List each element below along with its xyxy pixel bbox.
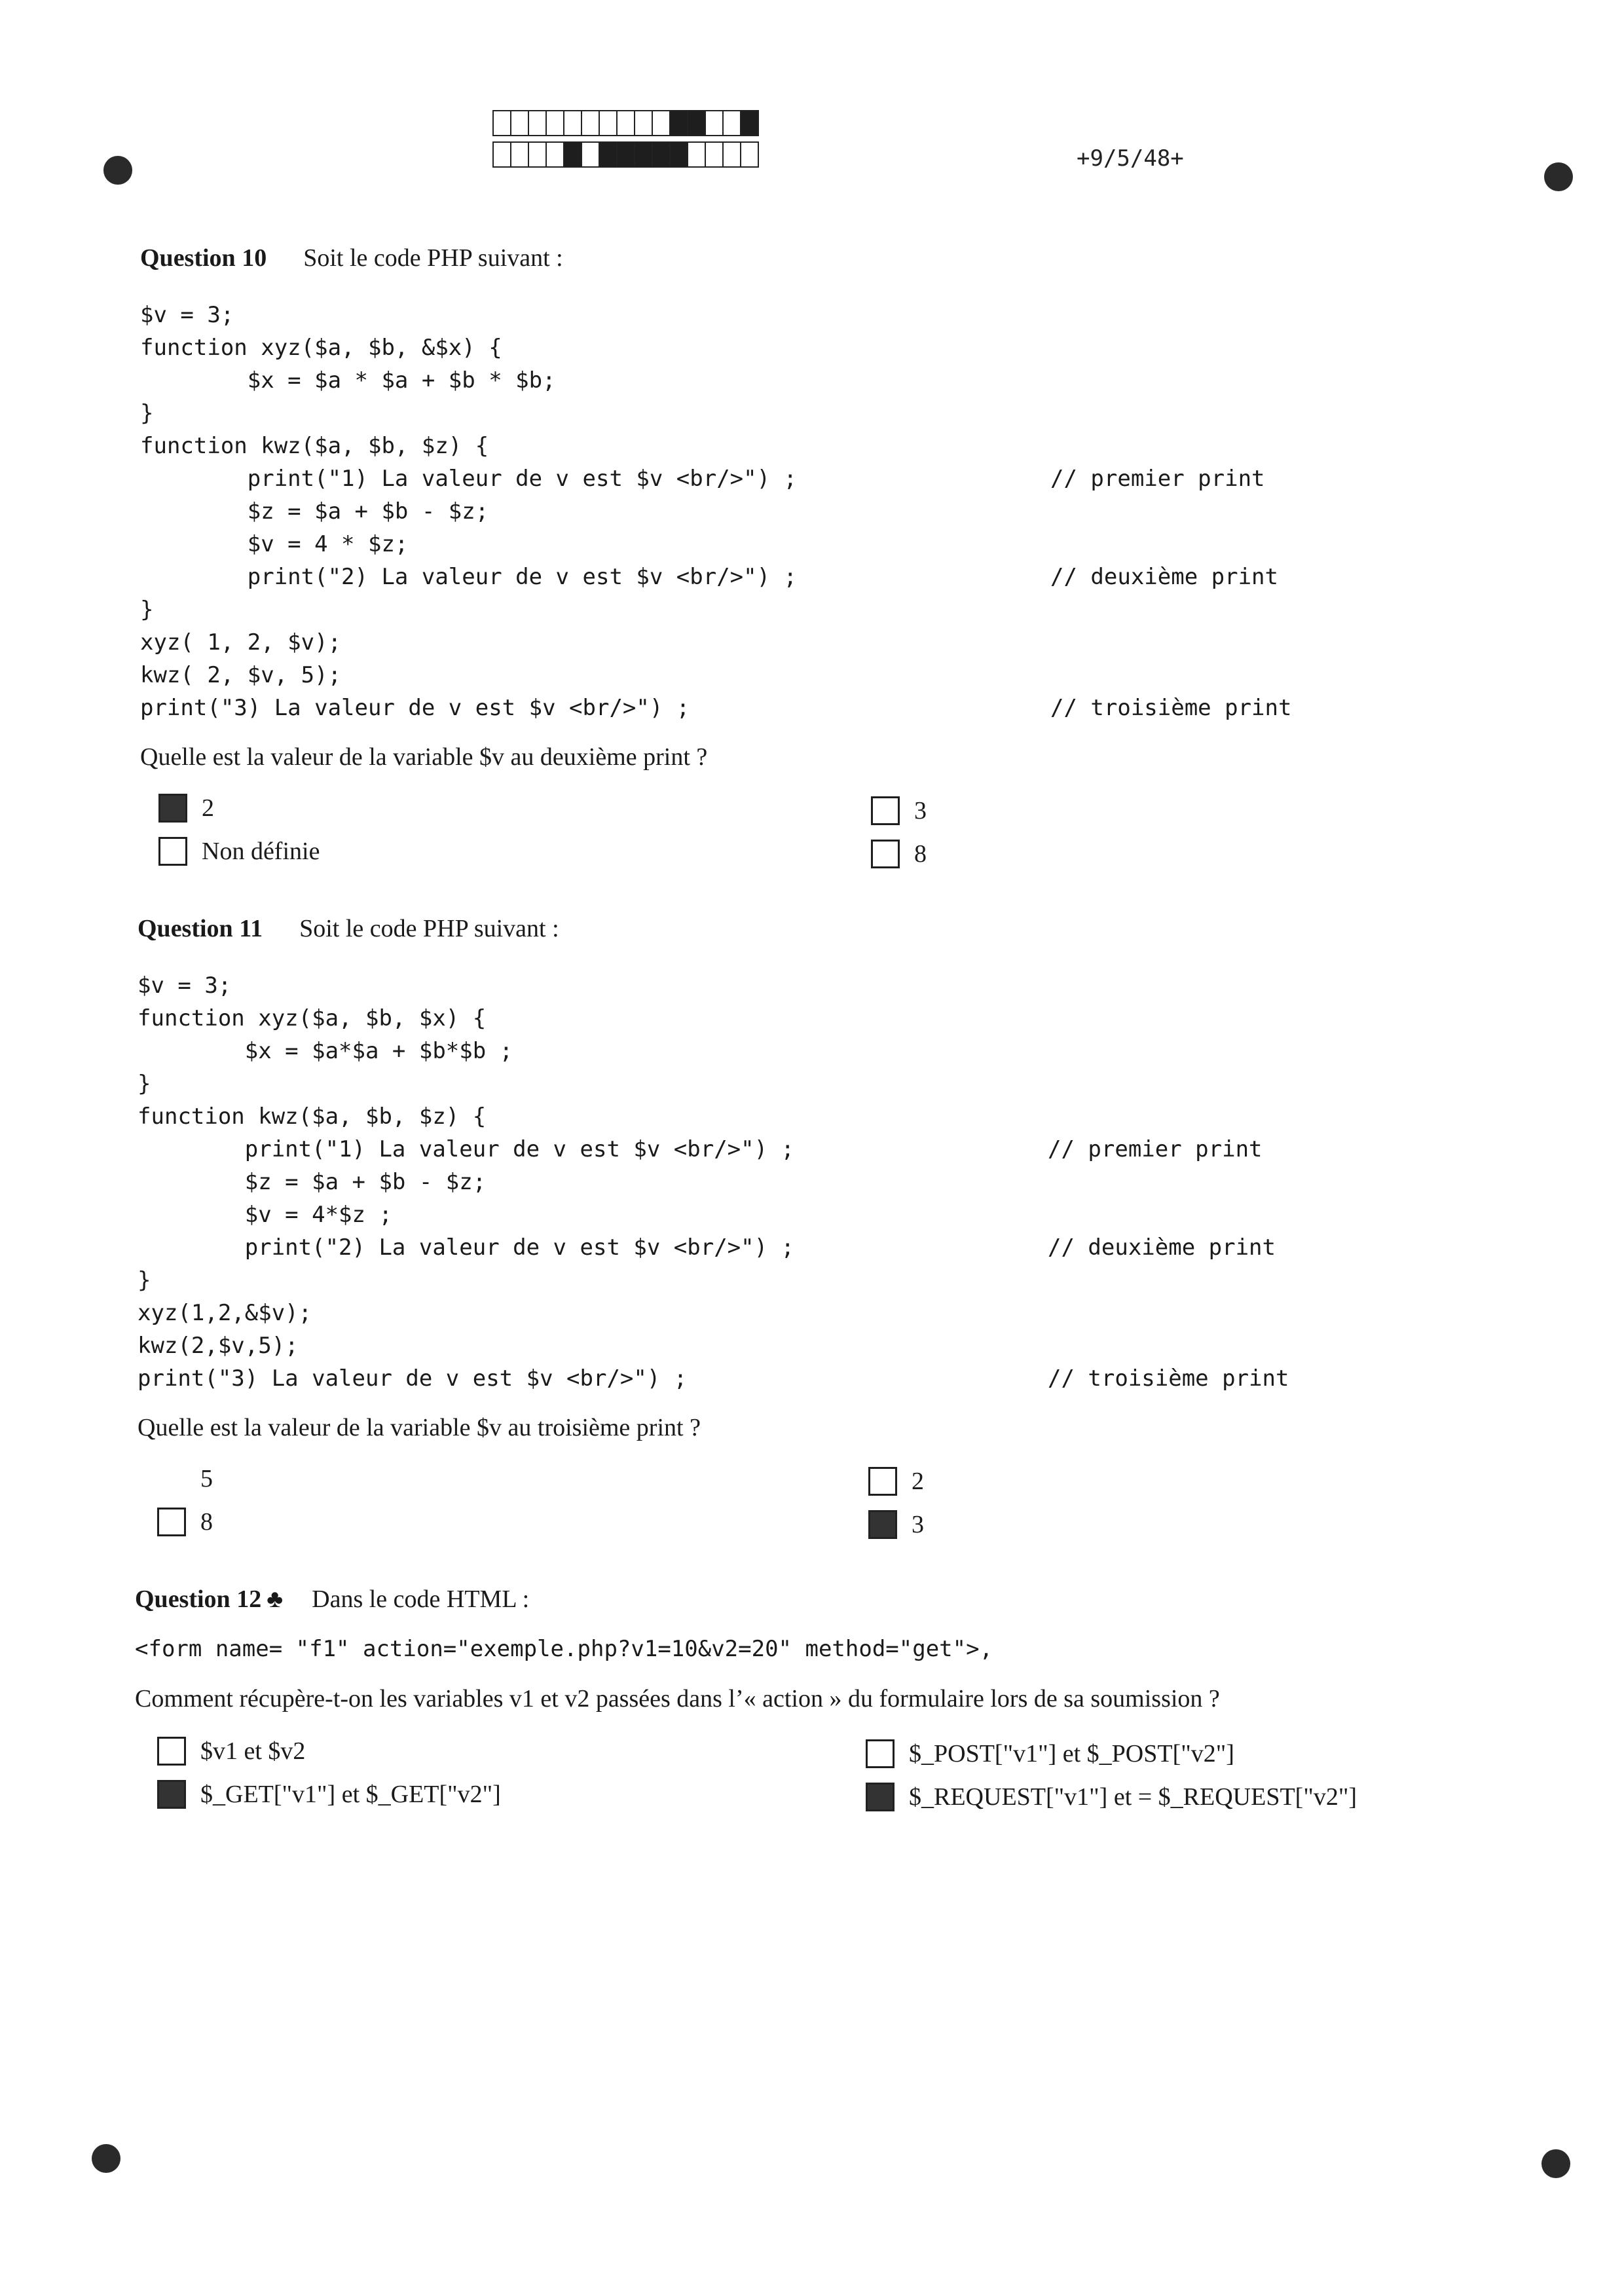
id-grid-cell — [581, 141, 600, 168]
code-line — [140, 692, 1292, 724]
code-comment: // premier print — [1048, 1136, 1263, 1162]
corner-mark-top-right — [1544, 162, 1573, 191]
code-text: xyz( 1, 2, $v); — [140, 629, 342, 656]
id-grid-cell — [740, 110, 759, 136]
code-comment: // deuxième print — [1050, 564, 1278, 590]
code-text: $v = 4*$z ; — [138, 1202, 392, 1228]
code-line — [140, 397, 797, 430]
id-grid-cell — [545, 141, 564, 168]
id-grid-cell — [634, 110, 653, 136]
id-grid-cell — [563, 110, 582, 136]
checkbox[interactable] — [157, 1508, 186, 1536]
code-text: kwz( 2, $v, 5); — [140, 662, 342, 688]
id-grid-cell — [528, 110, 547, 136]
code-line — [140, 364, 797, 397]
id-grid-cell — [634, 141, 653, 168]
corner-mark-bottom-left — [92, 2144, 120, 2173]
code-line — [138, 1297, 794, 1329]
id-grid-cell — [563, 141, 582, 168]
question-11 — [138, 914, 1289, 1556]
code-comment: // troisième print — [1048, 1365, 1289, 1392]
code-text: kwz(2,$v,5); — [138, 1333, 299, 1359]
code-text: $v = 3; — [140, 302, 234, 328]
code-line — [138, 1231, 1276, 1264]
corner-mark-top-left — [103, 156, 132, 185]
question-number: Question 11 — [138, 915, 263, 942]
id-grid-cell — [492, 110, 511, 136]
code-line — [138, 1067, 794, 1100]
checkbox[interactable] — [157, 1737, 186, 1766]
question-number: Question 10 — [140, 244, 267, 272]
id-grid-cell — [581, 110, 600, 136]
code-text: print("3) La valeur de v est $v <br/>") ; — [140, 695, 690, 721]
id-grid-cell — [722, 141, 741, 168]
code-line — [140, 659, 797, 692]
html-code-line: <form name= "f1" action="exemple.php?v1=10&v2=20" method="get">, — [135, 1636, 993, 1662]
id-grid-cell — [687, 110, 706, 136]
page-id: +9/5/48+ — [1077, 145, 1184, 172]
id-grid-cell — [510, 110, 529, 136]
code-text: print("3) La valeur de v est $v <br/>") ; — [138, 1365, 688, 1392]
corner-mark-bottom-right — [1541, 2149, 1570, 2178]
code-line — [138, 1329, 794, 1362]
id-grid-row-1 — [492, 110, 758, 136]
code-text: } — [140, 597, 154, 623]
question-10 — [140, 244, 1292, 885]
answer-options — [138, 1464, 924, 1556]
code-block — [138, 969, 1289, 1395]
code-text: function xyz($a, $b, &$x) { — [140, 335, 502, 361]
option-get[interactable]: $_GET["v1"] et $_GET["v2"] — [157, 1780, 501, 1809]
code-line — [138, 1198, 794, 1231]
option-8[interactable]: 8 — [871, 840, 927, 868]
id-grid-cell — [652, 110, 671, 136]
code-line — [138, 1002, 794, 1035]
answer-options — [135, 1737, 1357, 1828]
option-5[interactable]: 5 — [157, 1464, 213, 1493]
checkbox[interactable] — [157, 1464, 186, 1493]
code-text: $z = $a + $b - $z; — [140, 498, 489, 525]
option-3[interactable]: 3 — [871, 796, 927, 825]
code-text: $v = 4 * $z; — [140, 531, 409, 557]
code-text: $z = $a + $b - $z; — [138, 1169, 487, 1195]
code-line — [138, 1100, 794, 1133]
question-prompt: Comment récupère-t-on les variables v1 et v2 passées dans l’« action » du formulaire lors de sa soumission ? — [135, 1685, 1220, 1713]
id-grid-cell — [599, 110, 618, 136]
code-line — [140, 528, 797, 561]
question-prompt: Quelle est la valeur de la variable $v au troisième print ? — [138, 1414, 701, 1441]
id-grid-cell — [687, 141, 706, 168]
code-line — [140, 462, 1265, 495]
code-line — [138, 1166, 794, 1198]
id-grid-cell — [528, 141, 547, 168]
option-2[interactable]: 2 — [868, 1467, 924, 1496]
question-number: Question 12 — [135, 1585, 262, 1613]
code-line — [138, 1264, 794, 1297]
code-line — [138, 1362, 1289, 1395]
option-request[interactable]: $_REQUEST["v1"] et = $_REQUEST["v2"] — [866, 1783, 1357, 1811]
id-grid-cell — [652, 141, 671, 168]
code-text: print("2) La valeur de v est $v <br/>") ; — [140, 564, 798, 590]
checkbox[interactable] — [868, 1467, 897, 1496]
code-text: } — [140, 400, 154, 426]
question-intro: Soit le code PHP suivant : — [303, 244, 563, 272]
code-line — [138, 1133, 1263, 1166]
code-comment: // troisième print — [1050, 695, 1292, 721]
question-12 — [135, 1585, 1357, 1828]
question-intro: Dans le code HTML : — [312, 1585, 530, 1613]
answer-options — [140, 794, 927, 885]
option-post[interactable]: $_POST["v1"] et $_POST["v2"] — [866, 1739, 1234, 1768]
code-line — [140, 299, 797, 331]
option-8[interactable]: 8 — [157, 1508, 213, 1536]
checkbox[interactable] — [871, 840, 900, 868]
code-line — [140, 561, 1278, 593]
checkbox[interactable] — [866, 1739, 895, 1768]
id-grid-cell — [705, 141, 724, 168]
id-grid-cell — [616, 110, 635, 136]
id-grid-cell — [545, 110, 564, 136]
id-grid-cell — [492, 141, 511, 168]
club-icon: ♣ — [267, 1585, 284, 1613]
code-text: function kwz($a, $b, $z) { — [140, 433, 489, 459]
code-text: function xyz($a, $b, $x) { — [138, 1005, 487, 1031]
id-grid-cell — [510, 141, 529, 168]
code-line — [140, 331, 797, 364]
id-grid-cell — [705, 110, 724, 136]
id-grid-cell — [740, 141, 759, 168]
code-text: function kwz($a, $b, $z) { — [138, 1103, 487, 1130]
option-2[interactable]: 2 — [158, 794, 214, 823]
id-grid-cell — [616, 141, 635, 168]
code-line — [138, 969, 794, 1002]
code-text: $x = $a*$a + $b*$b ; — [138, 1038, 513, 1064]
question-prompt: Quelle est la valeur de la variable $v au deuxième print ? — [140, 743, 708, 771]
code-line — [138, 1035, 794, 1067]
id-grid-cell — [669, 110, 688, 136]
id-grid-cell — [599, 141, 618, 168]
code-text: } — [138, 1071, 151, 1097]
question-intro: Soit le code PHP suivant : — [299, 915, 559, 942]
id-grid-cell — [722, 110, 741, 136]
option-3[interactable]: 3 — [868, 1510, 924, 1539]
code-text: print("1) La valeur de v est $v <br/>") ; — [138, 1136, 795, 1162]
code-line — [140, 593, 797, 626]
checkbox[interactable] — [871, 796, 900, 825]
code-comment: // deuxième print — [1048, 1234, 1276, 1261]
code-comment: // premier print — [1050, 466, 1265, 492]
code-text: $v = 3; — [138, 972, 232, 999]
code-text: print("2) La valeur de v est $v <br/>") ; — [138, 1234, 795, 1261]
code-block — [140, 299, 1292, 724]
code-text: } — [138, 1267, 151, 1293]
code-text: xyz(1,2,&$v); — [138, 1300, 312, 1326]
checkbox[interactable] — [157, 1780, 186, 1809]
id-grid-cell — [669, 141, 688, 168]
checkbox[interactable] — [158, 794, 187, 823]
code-line — [140, 495, 797, 528]
option-v1-v2[interactable]: $v1 et $v2 — [157, 1737, 305, 1766]
checkbox[interactable] — [868, 1510, 897, 1539]
option-non-definie[interactable]: Non définie — [158, 837, 320, 866]
code-text: $x = $a * $a + $b * $b; — [140, 367, 556, 394]
code-line — [140, 626, 797, 659]
code-line — [140, 430, 797, 462]
code-text: print("1) La valeur de v est $v <br/>") ; — [140, 466, 798, 492]
checkbox[interactable] — [158, 837, 187, 866]
id-grid-row-2 — [492, 141, 758, 168]
checkbox[interactable] — [866, 1783, 895, 1811]
